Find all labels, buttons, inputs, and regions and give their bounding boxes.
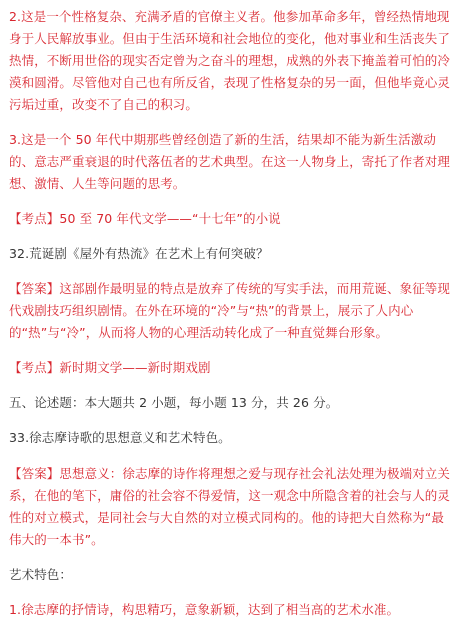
answer-32: 【答案】这部剧作最明显的特点是放弃了传统的写实手法，而用荒诞、象征等现代戏剧技巧组织剧情。在外在环境的“冷”与“热”的背景上，展示了人内心的“热”与“冷”，从而将人物的心理活动转化成了一种直觉舞台形象。 <box>9 281 451 340</box>
answer-33: 【答案】思想意义：徐志摩的诗作将理想之爱与现存社会礼法处理为极端对立关系，在他的笔下，庸俗的社会容不得爱情，这一观念中所隐含着的社会与人的灵性的对立模式，是同社会与大自然的对立模式同构的。他的诗把大自然称为“最伟大的一本书”。 <box>9 466 451 547</box>
art-feature-1: 1.徐志摩的抒情诗，构思精巧，意象新颖，达到了相当高的艺术水准。 <box>9 602 400 617</box>
answer-item-3: 3.这是一个 50 年代中期那些曾经创造了新的生活，结果却不能为新生活激动的、意志严重衰退的时代落伍者的艺术典型。在这一人物身上，寄托了作者对理想、激情、人生等问题的思考。 <box>9 132 451 191</box>
art-features-label: 艺术特色： <box>9 567 73 582</box>
section-heading-essay: 五、论述题：本大题共 2 小题，每小题 13 分，共 26 分。 <box>9 395 339 410</box>
question-32: 32.荒诞剧《屋外有热流》在艺术上有何突破？ <box>9 246 269 261</box>
kaodian-note-2: 【考点】新时期文学——新时期戏剧 <box>9 360 211 375</box>
question-33: 33.徐志摩诗歌的思想意义和艺术特色。 <box>9 430 231 445</box>
kaodian-note-1: 【考点】50 至 70 年代文学——“十七年”的小说 <box>9 211 281 226</box>
answer-item-2: 2.这是一个性格复杂、充满矛盾的官僚主义者。他参加革命多年，曾经热情地现身于人民解放事业。但由于生活环境和社会地位的变化，他对事业和生活丧失了热情，不断用世俗的现实否定曾为之奋斗的理想，成熟的外表下掩盖着可怕的冷漠和圆滑。尽管他对自己也有所反省，表现了性格复杂的另一面，但他毕竟心灵污垢过重，改变不了自己的积习。 <box>9 9 451 112</box>
